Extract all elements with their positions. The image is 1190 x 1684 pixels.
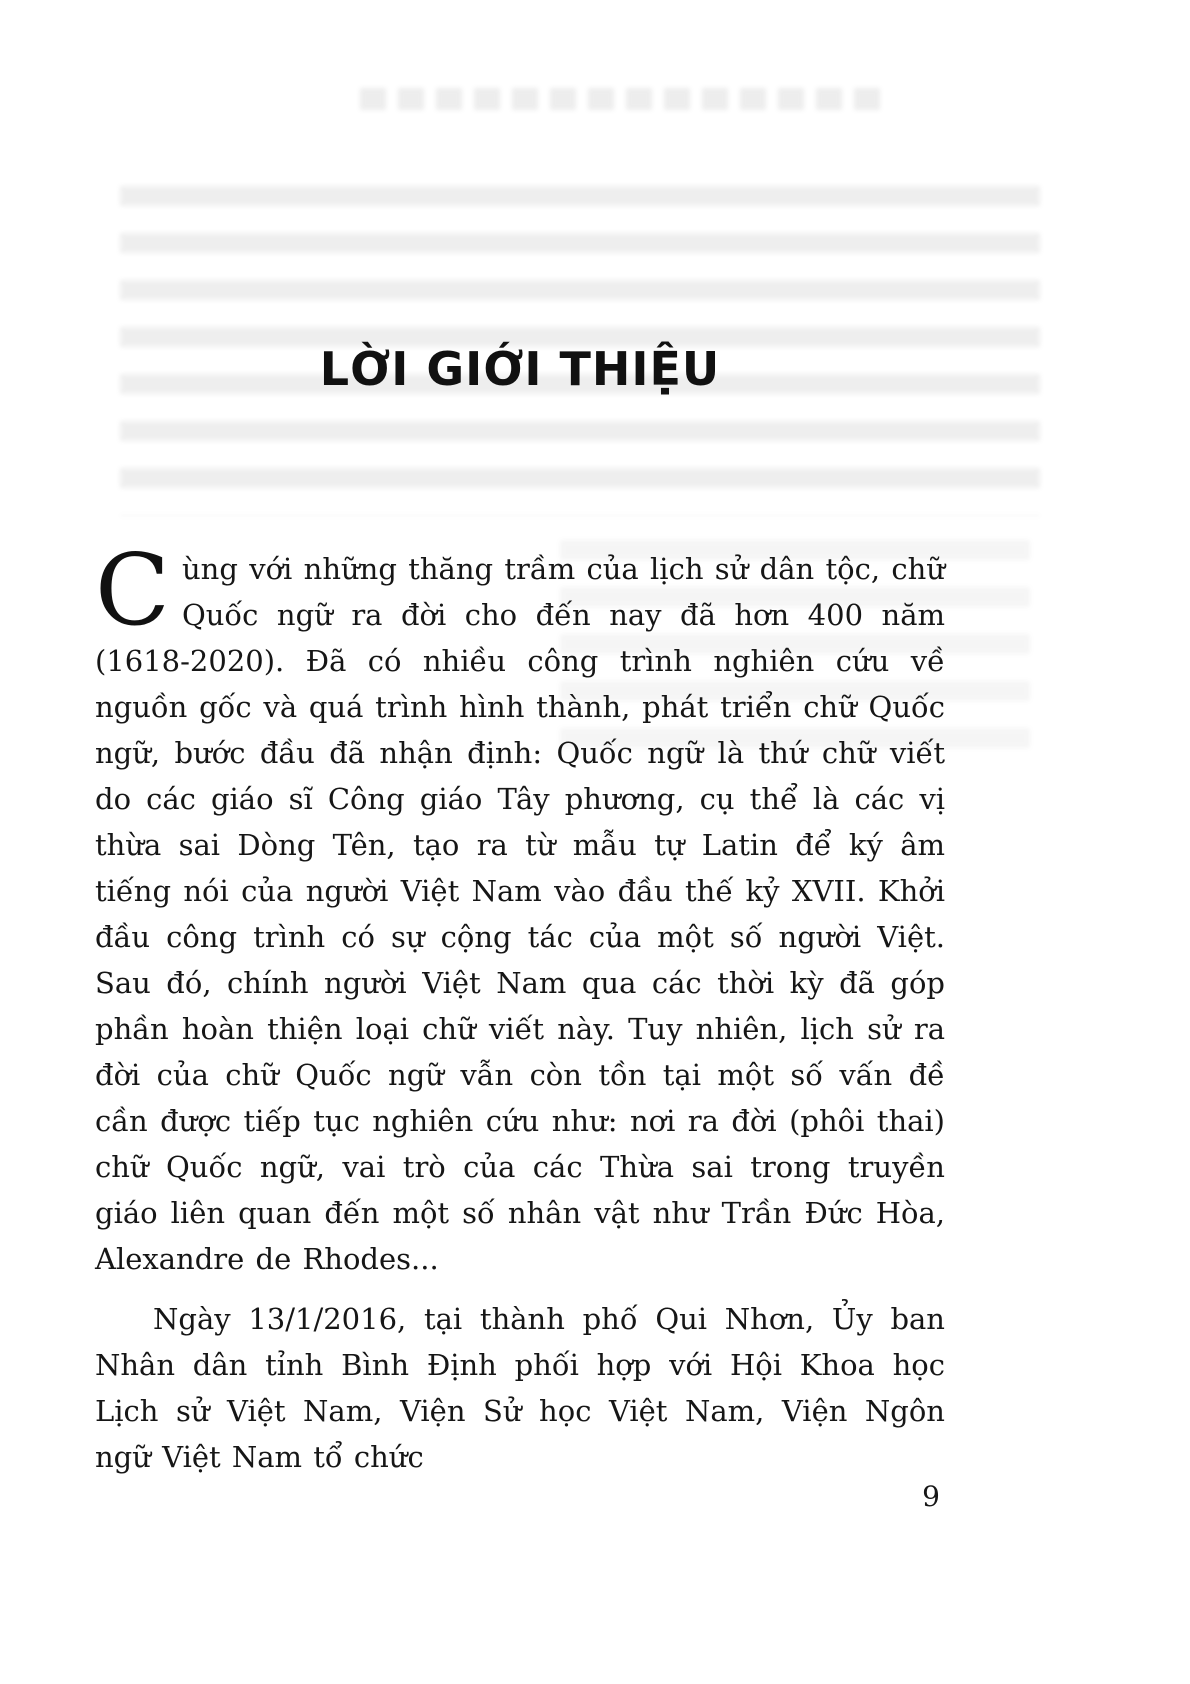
drop-cap: C — [95, 534, 170, 648]
page-content — [95, 0, 945, 1480]
body-text — [95, 534, 945, 1480]
paragraph-text: ùng với những thăng trầm của lịch sử dân tộc, chữ Quốc ngữ ra đời cho đến nay đã hơn 400 năm (1618-2020). Đã có nhiều công trình nghiên cứu về nguồn gốc và quá trình hình thành, phát triển chữ Quốc ngữ, bước đầu đã nhận định: Quốc ngữ là thứ chữ viết do các giáo sĩ Công giáo Tây phương, cụ thể là các vị thừa sai Dòng Tên, tạo ra từ mẫu tự Latin để ký âm tiếng nói của người Việt Nam vào đầu thế kỷ XVII. Khởi đầu công trình có sự cộng tác của một số người Việt. Sau đó, chính người Việt Nam qua các thời kỳ đã góp phần hoàn thiện loại chữ viết này. Tuy nhiên, lịch sử ra đời của chữ Quốc ngữ vẫn còn tồn tại một số vấn đề cần được tiếp tục nghiên cứu như: nơi ra đời (phôi thai) chữ Quốc ngữ, vai trò của các Thừa sai trong truyền giáo liên quan đến một số nhân vật như Trần Đức Hòa, Alexandre de Rhodes... — [95, 552, 945, 1276]
paragraph — [95, 534, 945, 1282]
paragraph — [95, 1296, 945, 1480]
chapter-title: LỜI GIỚI THIỆU — [319, 342, 721, 396]
page-number: 9 — [922, 1480, 940, 1513]
paragraph-text: Ngày 13/1/2016, tại thành phố Qui Nhơn, Ủy ban Nhân dân tỉnh Bình Định phối hợp với Hội Khoa học Lịch sử Việt Nam, Viện Sử học Việt Nam, Viện Ngôn ngữ Việt Nam tổ chức — [95, 1302, 945, 1474]
